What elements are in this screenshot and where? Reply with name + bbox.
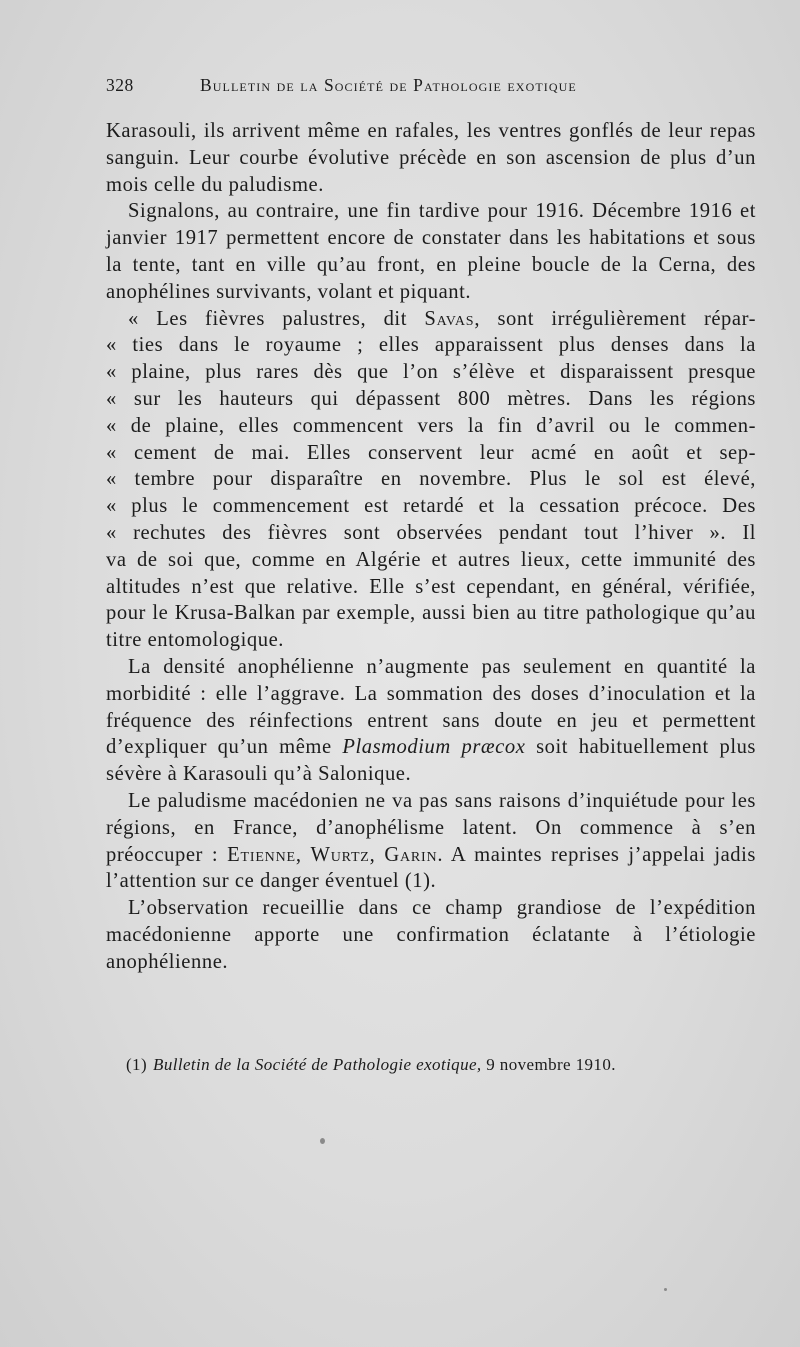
article-body	[106, 118, 756, 976]
paragraph-conclusion: L’observation recueillie dans ce champ grandiose de l’expédition macédonienne apporte une confirmation éclatante à l’étiologie anophélienne.	[106, 897, 756, 973]
author-name: Wurtz	[310, 843, 370, 866]
quote-line: « Les fièvres palustres, dit Savas, sont irrégulièrement répar-	[128, 307, 756, 330]
footnote-citation: Bulletin de la Société de Pathologie exotique,	[153, 1055, 482, 1074]
species-name: Plasmodium præcox	[342, 736, 526, 759]
paragraph-mosquito-swarms: Karasouli, ils arrivent même en rafales, les ventres gonflés de leur repas sanguin. Leur courbe évolutive précède en son ascension de plus d’un mois celle du paludisme.	[106, 120, 756, 196]
quote-commentary: va de soi que, comme en Algérie et autres lieux, cette immunité des altitudes n’est que relative. Elle s’est cependant, en général, vérifiée, pour le Krusa-Balkan par exemple, aussi bien au titre pathologique qu’au titre entomologique.	[106, 548, 756, 652]
quote-line: « cement de mai. Elles conservent leur acmé en août et sep-	[106, 441, 756, 464]
paragraph-france-concern: Le paludisme macédonien ne va pas sans raisons d’inquiétude pour les régions, en France, d’anophélisme latent. On commence à s’en préoccuper : Etienne, Wurtz, Garin. A maintes reprises j’appelai jadis l’attention sur ce danger éventuel (1).	[106, 789, 756, 893]
quote-line: « tembre pour disparaître en novembre. Plus le sol est élevé,	[106, 468, 756, 491]
paper-speck	[320, 1138, 325, 1144]
quote-line: « ties dans le royaume ; elles apparaissent plus denses dans la	[106, 334, 756, 357]
quote-line: « plus le commencement est retardé et la cessation précoce. Des	[106, 495, 756, 518]
quote-line: « de plaine, elles commencent vers la fin d’avril ou le commen-	[106, 414, 756, 437]
quote-line: « sur les hauteurs qui dépassent 800 mètres. Dans les régions	[106, 387, 756, 410]
footnote	[126, 1052, 756, 1078]
paragraph-late-season: Signalons, au contraire, une fin tardive pour 1916. Décembre 1916 et janvier 1917 permettent encore de constater dans les habitations et sous la tente, tant en ville qu’au front, en pleine boucle de la Cerna, des anophélines survivants, volant et piquant.	[106, 200, 756, 303]
journal-title: Bulletin de la Société de Pathologie exotique	[200, 75, 577, 95]
page-number: 328	[106, 75, 134, 95]
paper-speck	[664, 1288, 667, 1291]
author-name: Garin	[384, 843, 438, 866]
footnote-marker: (1)	[126, 1055, 148, 1074]
running-head	[106, 70, 756, 100]
paragraph-anopheline-density: La densité anophélienne n’augmente pas seulement en quantité la morbidité : elle l’aggrave. La sommation des doses d’inoculation et la fréquence des réinfections entrent sans doute en jeu et permettent d’expliquer qu’un même Plasmodium præcox soit habituellement plus sévère à Karasouli qu’à Salonique.	[106, 655, 757, 786]
author-name: Etienne	[227, 843, 296, 866]
quote-line: « rechutes des fièvres sont observées pendant tout l’hiver ». Il	[106, 521, 756, 544]
footnote-date: 9 novembre 1910.	[486, 1055, 616, 1074]
quote-line: « plaine, plus rares dès que l’on s’élève et disparaissent presque	[106, 361, 756, 384]
author-name: Savas	[424, 307, 475, 330]
paragraph-savas-quote	[106, 306, 756, 654]
